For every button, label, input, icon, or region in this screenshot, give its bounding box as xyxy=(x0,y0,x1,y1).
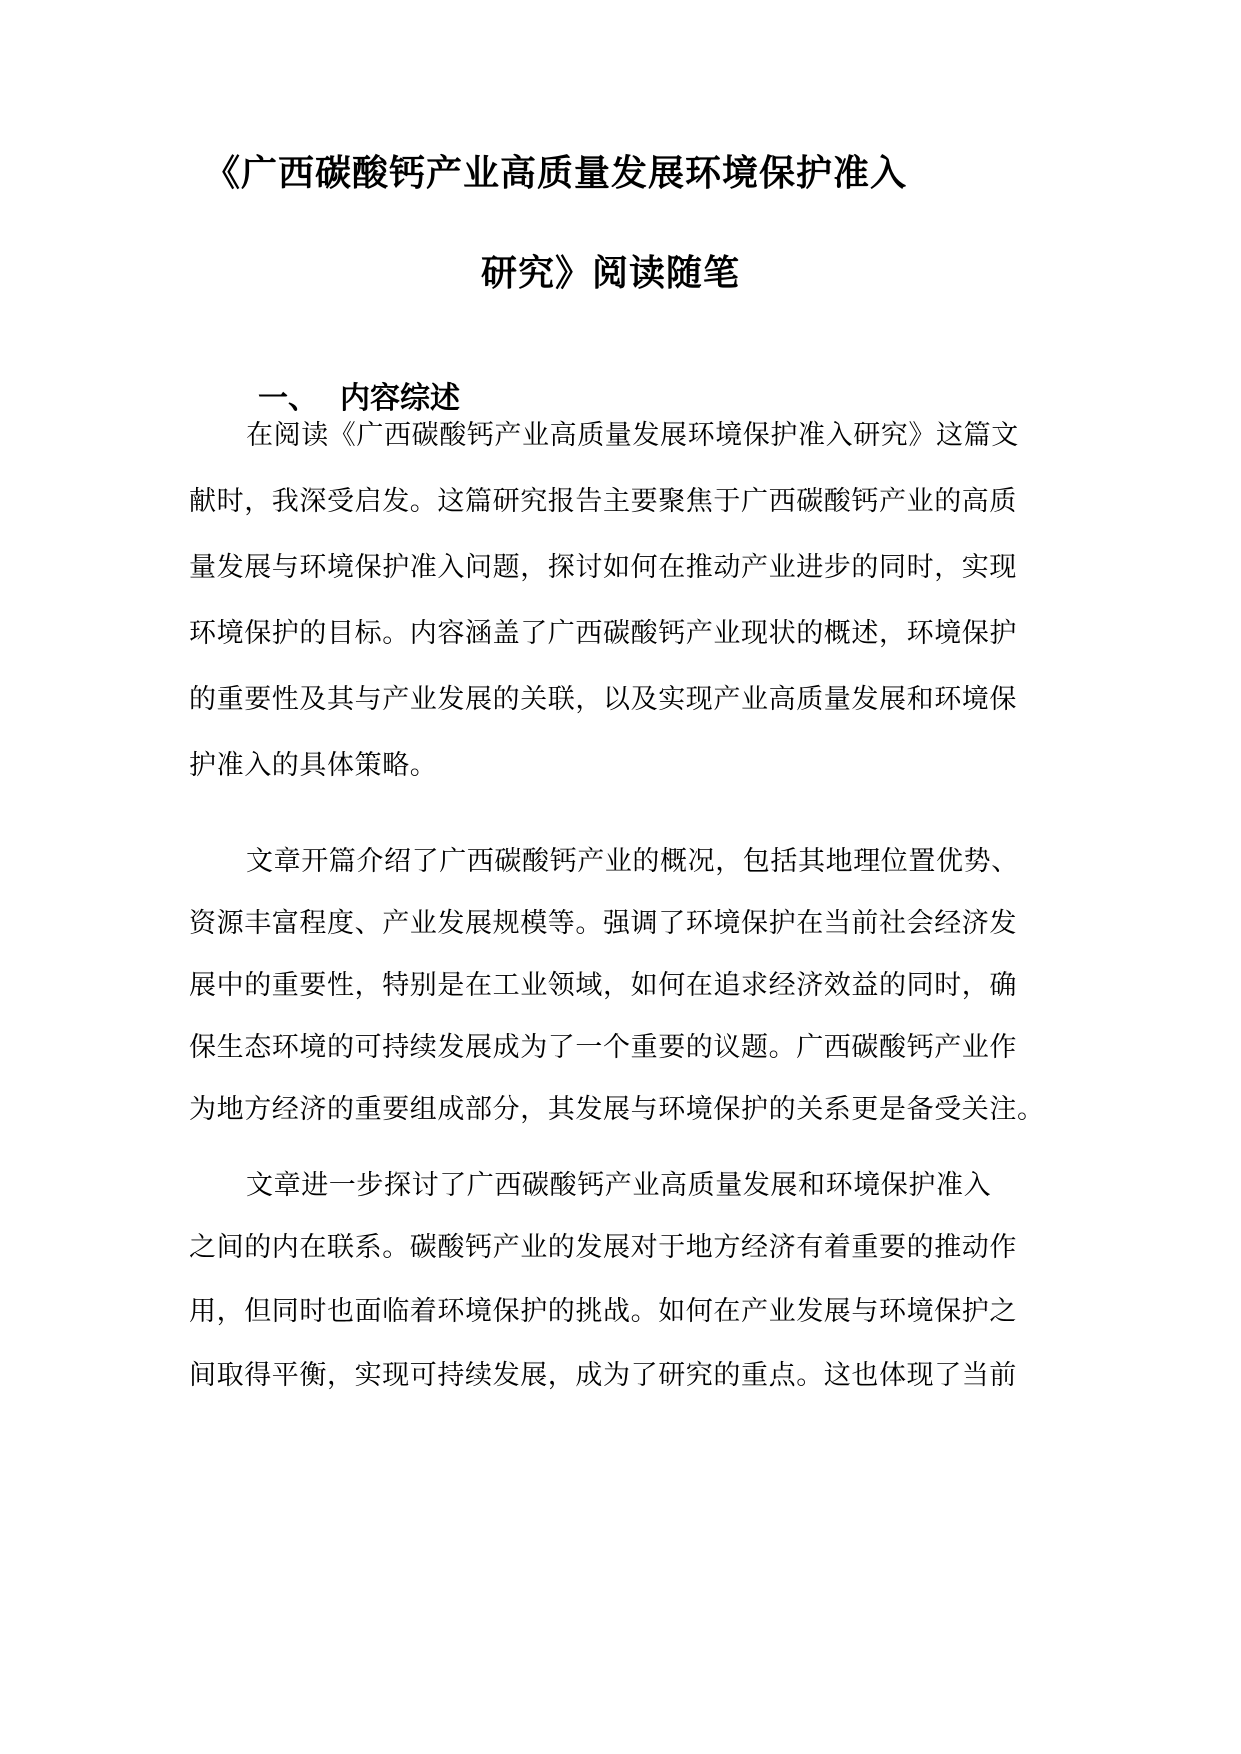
paragraph-2-line-5: 为地方经济的重要组成部分，其发展与环境保护的关系更是备受关注。 xyxy=(189,1094,1045,1125)
paragraph-1-line-5: 的重要性及其与产业发展的关联，以及实现产业高质量发展和环境保 xyxy=(189,684,1017,715)
section-heading-text: 内容综述 xyxy=(340,381,460,416)
section-heading xyxy=(258,380,460,418)
paragraph-3-line-3: 用，但同时也面临着环境保护的挑战。如何在产业发展与环境保护之 xyxy=(189,1296,1017,1327)
section-number: 一、 xyxy=(258,381,318,416)
paragraph-2-line-3: 展中的重要性，特别是在工业领域，如何在追求经济效益的同时，确 xyxy=(189,970,1017,1001)
paragraph-2-line-4: 保生态环境的可持续发展成为了一个重要的议题。广西碳酸钙产业作 xyxy=(189,1032,1017,1063)
document-title-line-2: 研究》阅读随笔 xyxy=(480,253,740,294)
paragraph-3-line-1: 文章进一步探讨了广西碳酸钙产业高质量发展和环境保护准入 xyxy=(246,1170,992,1201)
paragraph-3-line-4: 间取得平衡，实现可持续发展，成为了研究的重点。这也体现了当前 xyxy=(189,1360,1017,1391)
paragraph-3-line-2: 之间的内在联系。碳酸钙产业的发展对于地方经济有着重要的推动作 xyxy=(189,1232,1017,1263)
paragraph-2-line-2: 资源丰富程度、产业发展规模等。强调了环境保护在当前社会经济发 xyxy=(189,908,1017,939)
paragraph-1-line-3: 量发展与环境保护准入问题，探讨如何在推动产业进步的同时，实现 xyxy=(189,552,1017,583)
paragraph-1-line-6: 护准入的具体策略。 xyxy=(189,750,438,781)
document-title-line-1: 《广西碳酸钙产业高质量发展环境保护准入 xyxy=(203,153,907,194)
paragraph-1-line-2: 献时，我深受启发。这篇研究报告主要聚焦于广西碳酸钙产业的高质 xyxy=(189,486,1017,517)
paragraph-1-line-4: 环境保护的目标。内容涵盖了广西碳酸钙产业现状的概述，环境保护 xyxy=(189,618,1017,649)
paragraph-1-line-1: 在阅读《广西碳酸钙产业高质量发展环境保护准入研究》这篇文 xyxy=(246,420,1019,451)
paragraph-2-line-1: 文章开篇介绍了广西碳酸钙产业的概况，包括其地理位置优势、 xyxy=(246,846,1019,877)
